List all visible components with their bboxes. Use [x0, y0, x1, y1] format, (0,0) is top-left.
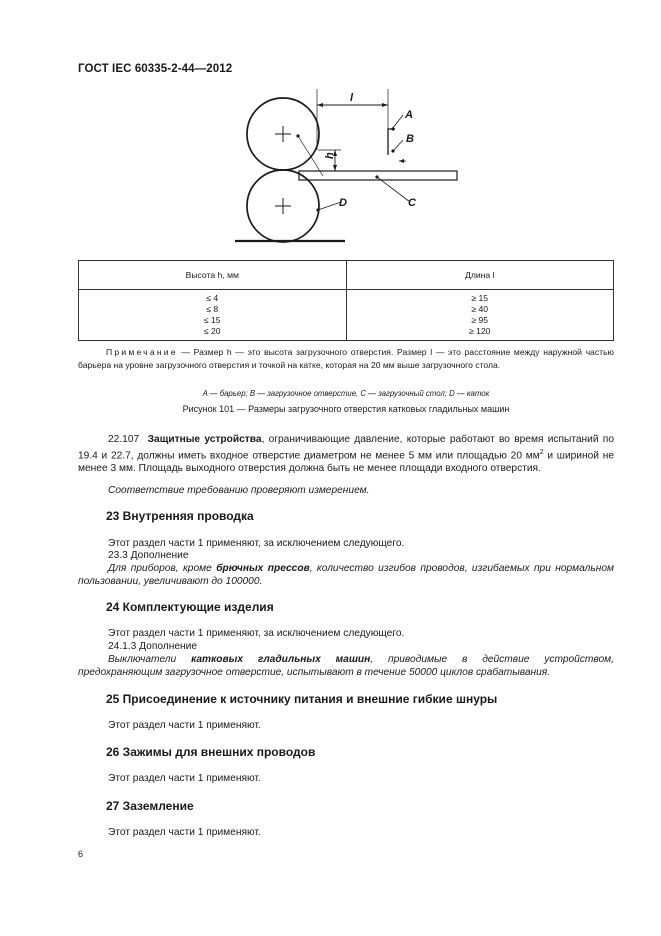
figure-101 — [225, 86, 460, 246]
table-cell: ≥ 40 — [471, 304, 489, 314]
label-h: h — [324, 152, 336, 159]
page-number: 6 — [78, 849, 84, 859]
section-25-title: 25 Присоединение к источнику питания и внешние гибкие шнуры — [106, 692, 498, 706]
table-cell: ≤ 4 — [206, 293, 219, 303]
section-23-p2 — [78, 562, 614, 588]
section-24-p2 — [78, 653, 614, 679]
section-26-title: 26 Зажимы для внешних проводов — [106, 745, 316, 759]
table-cell: ≥ 95 — [471, 315, 489, 325]
table-cell: ≤ 20 — [203, 326, 221, 336]
label-c: C — [408, 197, 416, 209]
section-23-p1: Этот раздел части 1 применяют, за исключением следующего. — [108, 538, 405, 549]
dimensions-table — [78, 260, 614, 341]
section-24-p2a: Выключатели — [108, 654, 192, 665]
section-23-sub: 23.3 Дополнение — [108, 550, 189, 561]
document-header: ГОСТ IEC 60335-2-44—2012 — [78, 63, 233, 75]
clause-text-2: и шириной не менее 3 мм. Площадь выходного отверстия должна быть не менее площади входного отверстия. — [78, 450, 614, 475]
section-25-p1: Этот раздел части 1 применяют. — [108, 720, 261, 731]
clause-22-107-check: Соответствие требованию проверяют измерением. — [108, 485, 370, 496]
section-23-p2a: Для приборов, кроме — [108, 563, 217, 574]
section-24-p1: Этот раздел части 1 применяют, за исключением следующего. — [108, 628, 405, 639]
label-b: B — [406, 133, 414, 145]
table-cell: ≥ 120 — [469, 326, 491, 336]
section-27-title: 27 Заземление — [106, 799, 194, 813]
table-column-length — [346, 290, 614, 341]
clause-term: Защитные устройства — [147, 434, 262, 445]
figure-legend: A — барьер; B — загрузочное отверстие, C — загрузочный стол; D — каток — [202, 389, 490, 398]
section-23-title: 23 Внутренняя проводка — [106, 509, 254, 523]
table-cell: ≤ 15 — [203, 315, 221, 325]
table-note — [78, 346, 614, 372]
table-cell: ≥ 15 — [471, 293, 489, 303]
section-24-p2c: , приводимые в действие устройством, предохраняющим загрузочное отверстие, испытывают в течение 50000 циклов срабатывания. — [78, 654, 614, 678]
label-d: D — [339, 197, 347, 209]
clause-22-107 — [78, 433, 614, 475]
section-26-p1: Этот раздел части 1 применяют. — [108, 773, 261, 784]
clause-number: 22.107 — [108, 434, 140, 445]
note-text: — Размер h — это высота загрузочного отверстия. Размер l — это расстояние между наружной частью барьера на уровне загрузочного отверстия и точкой на катке, которая на 20 мм выше загрузочного стола. — [78, 347, 614, 370]
section-23-p2b: брючных прессов — [216, 563, 310, 574]
figure-caption: Рисунок 101 — Размеры загрузочного отверстия катковых гладильных машин — [182, 404, 510, 414]
section-27-p1: Этот раздел части 1 применяют. — [108, 827, 261, 838]
section-23-p2c: , количество изгибов проводов, изгибаемых при нормальном пользовании, увеличивают до 100000. — [78, 563, 614, 587]
clause-sup: 2 — [539, 449, 544, 456]
note-prefix: Примечание — [106, 347, 178, 357]
table-cell: ≤ 8 — [206, 304, 219, 314]
section-24-p2b: катковых гладильных машин — [191, 654, 371, 665]
section-24-title: 24 Комплектующие изделия — [106, 600, 274, 614]
label-a: A — [405, 109, 413, 121]
table-header-height: Высота h, мм — [79, 261, 347, 290]
clause-text-1: , ограничивающие давление, которые работают во время испытаний по 19.4 и 22.7, должны иметь входное отверстие диаметром не менее 5 мм или площадью 20 мм — [78, 434, 614, 462]
table-column-height — [79, 290, 347, 341]
label-l: l — [350, 92, 354, 104]
section-24-sub: 24.1.3 Дополнение — [108, 641, 198, 652]
table-header-length: Длина l — [346, 261, 614, 290]
